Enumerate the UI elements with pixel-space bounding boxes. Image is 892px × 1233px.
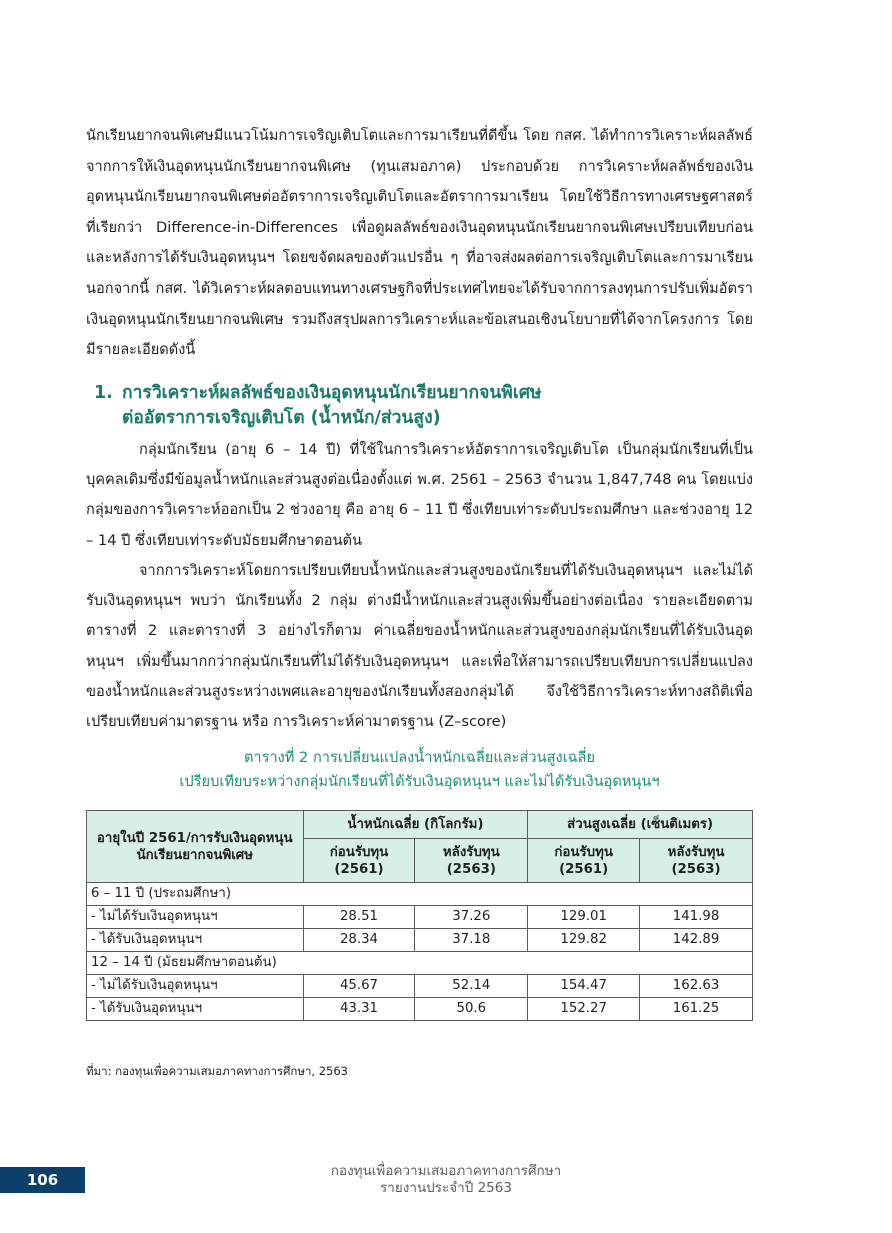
- table-caption-line1: ตารางที่ 2 การเปลี่ยนแปลงน้ำหนักเฉลี่ยและส่วนสูงเฉลี่ย: [243, 749, 596, 766]
- paragraph-1: กลุ่มนักเรียน (อายุ 6 – 14 ปี) ที่ใช้ในการวิเคราะห์อัตราการเจริญเติบโต เป็นกลุ่มนักเรียนที่เป็นบุคคลเดิมซึ่งมีข้อมูลน้ำหนักและส่วนสูงต่อเนื่องตั้งแต่ พ.ศ. 2561 – 2563 จำนวน 1,847,748 คน โดยแบ่งกลุ่มของการวิเคราะห์ออกเป็น 2 ช่วงอายุ คือ อายุ 6 – 11 ปี ซึ่งเทียบเท่าระดับประถมศึกษา และช่วงอายุ 12 – 14 ปี ซึ่งเทียบเท่าระดับมัธยมศึกษาตอนต้น: [86, 441, 753, 549]
- weight-after-cell: 37.18: [415, 929, 528, 952]
- before-label: ก่อนรับทุน: [554, 844, 613, 860]
- source-note: ที่มา: กองทุนเพื่อความเสมอภาคทางการศึกษา, 2563: [86, 1064, 348, 1078]
- intro-paragraph: นักเรียนยากจนพิเศษมีแนวโน้มการเจริญเติบโตและการมาเรียนที่ดีขึ้น โดย กสศ. ได้ทำการวิเคราะห์ผลลัพธ์จากการให้เงินอุดหนุนนักเรียนยากจนพิเศษ (ทุนเสมอภาค) ประกอบด้วย การวิเคราะห์ผลลัพธ์ของเงินอุดหนุนนักเรียนยากจนพิเศษต่ออัตราการเจริญเติบโตและอัตราการมาเรียน โดยใช้วิธีการทางเศรษฐศาสตร์ที่เรียกว่า Difference-in-Differences เพื่อดูผลลัพธ์ของเงินอุดหนุนนักเรียนยากจนพิเศษเปรียบเทียบก่อนและหลังการได้รับเงินอุดหนุนฯ โดยขจัดผลของตัวแปรอื่น ๆ ที่อาจส่งผลต่อการเจริญเติบโตและการมาเรียน นอกจากนี้ กสศ. ได้วิเคราะห์ผลตอบแทนทางเศรษฐกิจที่ประเทศไทยจะได้รับจากการลงทุนการปรับเพิ่มอัตราเงินอุดหนุนนักเรียนยากจนพิเศษ รวมถึงสรุปผลการวิเคราะห์และข้อเสนอเชิงนโยบายที่ได้จากโครงการ โดยมีรายละเอียดดังนี้: [86, 127, 753, 359]
- weight-before-cell: 28.34: [303, 929, 415, 952]
- after-year: (2563): [446, 861, 496, 877]
- page-number: 106: [0, 1167, 85, 1193]
- row-label: - ได้รับเงินอุดหนุนฯ: [87, 998, 304, 1021]
- height-before-cell: 154.47: [528, 975, 640, 998]
- table-group-row: [87, 952, 753, 975]
- after-label: หลังรับทุน: [442, 844, 500, 860]
- section-number: 1.: [94, 383, 113, 403]
- table-caption-line2: เปรียบเทียบระหว่างกลุ่มนักเรียนที่ได้รับเงินอุดหนุนฯ และไม่ได้รับเงินอุดหนุนฯ: [179, 773, 660, 790]
- paragraph-2: จากการวิเคราะห์โดยการเปรียบเทียบน้ำหนักและส่วนสูงของนักเรียนที่ได้รับเงินอุดหนุนฯ และไม่ได้รับเงินอุดหนุนฯ พบว่า นักเรียนทั้ง 2 กลุ่ม ต่างมีน้ำหนักและส่วนสูงเพิ่มขึ้นอย่างต่อเนื่อง รายละเอียดตามตารางที่ 2 และตารางที่ 3 อย่างไรก็ตาม ค่าเฉลี่ยของน้ำหนักและส่วนสูงของกลุ่มนักเรียนที่ได้รับเงินอุดหนุนฯ เพิ่มขึ้นมากกว่ากลุ่มนักเรียนที่ไม่ได้รับเงินอุดหนุนฯ และเพื่อให้สามารถเปรียบเทียบการเปลี่ยนแปลงของน้ำหนักและส่วนสูงระหว่างเพศและอายุของนักเรียนทั้งสองกลุ่มได้ จึงใช้วิธีการวิเคราะห์ทางสถิติเพื่อเปรียบเทียบค่ามาตรฐาน หรือ การวิเคราะห์ค่ามาตรฐาน (Z–score): [86, 562, 753, 731]
- footer-org-name: กองทุนเพื่อความเสมอภาคทางการศึกษา: [330, 1163, 562, 1179]
- weight-after-cell: 50.6: [415, 998, 528, 1021]
- header-height-before: [528, 839, 640, 883]
- header-age-line1: อายุในปี 2561/การรับเงินอุดหนุน: [96, 830, 293, 846]
- header-age-group: [87, 811, 304, 883]
- table-row: [87, 998, 753, 1021]
- weight-before-cell: 28.51: [303, 906, 415, 929]
- group-label: 12 – 14 ปี (มัธยมศึกษาตอนต้น): [87, 952, 753, 975]
- header-height-after: [640, 839, 753, 883]
- table-row: [87, 906, 753, 929]
- before-year: (2561): [334, 861, 384, 877]
- height-before-cell: 152.27: [528, 998, 640, 1021]
- data-table: [86, 810, 753, 1021]
- weight-after-cell: 52.14: [415, 975, 528, 998]
- height-after-cell: 161.25: [640, 998, 753, 1021]
- header-weight-after: [415, 839, 528, 883]
- section-title-line2: ต่ออัตราการเจริญเติบโต (น้ำหนัก/ส่วนสูง): [122, 408, 441, 428]
- before-label: ก่อนรับทุน: [329, 844, 389, 860]
- group-label: 6 – 11 ปี (ประถมศึกษา): [87, 883, 753, 906]
- height-after-cell: 162.63: [640, 975, 753, 998]
- row-label: - ไม่ได้รับเงินอุดหนุนฯ: [87, 906, 304, 929]
- weight-after-cell: 37.26: [415, 906, 528, 929]
- height-after-cell: 141.98: [640, 906, 753, 929]
- footer-report-title: รายงานประจำปี 2563: [380, 1180, 512, 1196]
- header-weight-before: [303, 839, 415, 883]
- height-after-cell: 142.89: [640, 929, 753, 952]
- row-label: - ได้รับเงินอุดหนุนฯ: [87, 929, 304, 952]
- after-label: หลังรับทุน: [667, 844, 725, 860]
- height-before-cell: 129.01: [528, 906, 640, 929]
- row-label: - ไม่ได้รับเงินอุดหนุนฯ: [87, 975, 304, 998]
- table-row: [87, 929, 753, 952]
- height-before-cell: 129.82: [528, 929, 640, 952]
- header-weight: น้ำหนักเฉลี่ย (กิโลกรัม): [303, 811, 528, 839]
- after-year: (2563): [671, 861, 721, 877]
- section-title-line1: การวิเคราะห์ผลลัพธ์ของเงินอุดหนุนนักเรียนยากจนพิเศษ: [122, 383, 542, 403]
- weight-before-cell: 45.67: [303, 975, 415, 998]
- header-age-line2: นักเรียนยากจนพิเศษ: [136, 847, 253, 863]
- weight-before-cell: 43.31: [303, 998, 415, 1021]
- table-group-row: [87, 883, 753, 906]
- before-year: (2561): [559, 861, 609, 877]
- footer-text: [260, 1163, 632, 1197]
- table-row: [87, 975, 753, 998]
- header-height: ส่วนสูงเฉลี่ย (เซ็นติเมตร): [528, 811, 753, 839]
